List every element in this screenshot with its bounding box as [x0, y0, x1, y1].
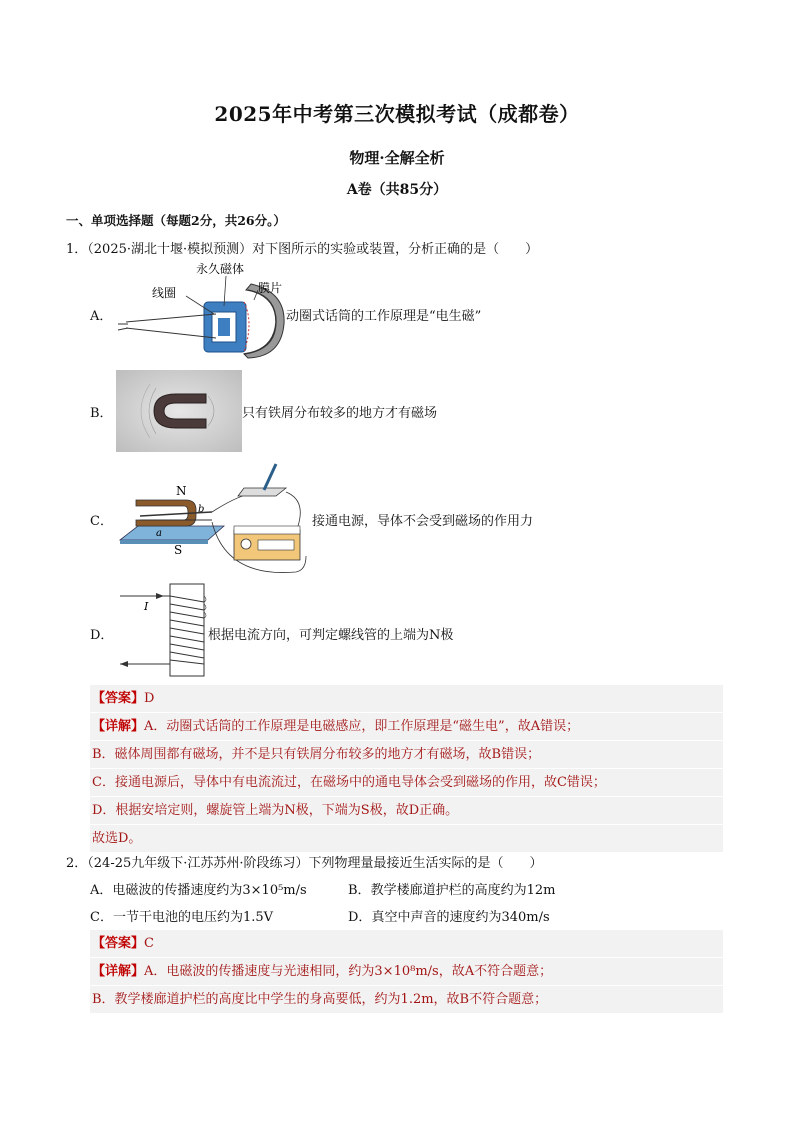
q1-answer-line: [90, 685, 723, 713]
q2-stem: 2．（24-25九年级下·江苏苏州·阶段练习）下列物理量最接近生活实际的是（ ）: [66, 856, 543, 871]
q2-detail-line-1: [90, 958, 723, 986]
q2-detail-text-1: A．电磁波的传播速度与光速相同，约为3×10⁸m/s，故A不符合题意；: [144, 964, 553, 979]
q2-option-b: [348, 879, 555, 898]
q2-answer-line: [90, 930, 723, 958]
q1-option-b-text: 只有铁屑分布较多的地方才有磁场: [242, 406, 438, 421]
q2-option-a-text: 电磁波的传播速度约为3×10⁵m/s: [112, 883, 307, 898]
q2-option-c: [90, 906, 273, 925]
page-title: 2025年中考第三次模拟考试（成都卷）: [214, 102, 580, 126]
q1-option-c-text: 接通电源，导体不会受到磁场的作用力: [312, 514, 534, 529]
q2-option-b-letter: B．: [348, 883, 371, 898]
q1-detail-line-2: B．磁体周围都有磁场，并不是只有铁屑分布较多的地方才有磁场，故B错误；: [90, 741, 723, 769]
label-permanent-magnet: 永久磁体: [196, 262, 245, 276]
q1-option-b-letter: B．: [90, 406, 113, 421]
q1-stem: 1．（2025·湖北十堰·模拟预测）对下图所示的实验或装置，分析正确的是（ ）: [66, 242, 539, 257]
microphone-figure: [116, 262, 286, 362]
q1-answer-block: [90, 685, 723, 853]
label-b: b: [198, 504, 205, 515]
q1-detail-text-1: A．动圈式话筒的工作原理是电磁感应，即工作原理是“磁生电”，故A错误；: [144, 719, 580, 734]
q2-option-d-text: 真空中声音的速度约为340m/s: [371, 910, 550, 925]
q1-option-d-text: 根据电流方向，可判定螺线管的上端为N极: [208, 628, 454, 643]
label-diaphragm: 膜片: [258, 281, 283, 295]
q1-detail-line-3: C．接通电源后，导体中有电流流过，在磁场中的通电导体会受到磁场的作用，故C错误；: [90, 769, 723, 797]
q1-answer-value: D: [144, 691, 155, 706]
page-subtitle: 物理·全解全析: [349, 149, 445, 167]
answer-tag: 【答案】: [92, 936, 145, 951]
q1-option-c-letter: C．: [90, 514, 113, 529]
q1-detail-line-4: D．根据安培定则，螺旋管上端为N极，下端为S极，故D正确。: [90, 797, 723, 825]
section-a-heading: A卷（共85分）: [346, 182, 448, 198]
q2-option-b-text: 教学楼廊道护栏的高度约为12m: [370, 883, 556, 898]
q1-detail-line-1: [90, 713, 723, 741]
q1-detail-line-5: 故选D。: [90, 825, 723, 853]
label-s-pole: S: [174, 543, 183, 557]
q2-option-d: [348, 906, 550, 925]
iron-filings-photo: [116, 370, 242, 452]
q2-option-c-text: 一节干电池的电压约为1.5V: [112, 910, 274, 925]
q2-answer-value: C: [144, 936, 154, 951]
q1-option-d-letter: D．: [90, 628, 114, 643]
label-a: a: [156, 528, 162, 539]
label-coil: 线圈: [152, 286, 177, 300]
q2-option-a: [90, 879, 307, 898]
section1-heading: 一、单项选择题（每题2分，共26分。）: [66, 213, 286, 228]
answer-tag: 【答案】: [92, 691, 145, 706]
q2-answer-block: [90, 930, 723, 1014]
detail-tag: 【详解】: [92, 964, 145, 979]
q2-detail-line-2: B．教学楼廊道护栏的高度比中学生的身高要低，约为1.2m，故B不符合题意；: [90, 986, 723, 1014]
label-current-i: I: [144, 600, 149, 613]
q2-option-a-letter: A．: [90, 883, 113, 898]
motor-experiment-figure: [116, 460, 312, 578]
label-n-pole: N: [176, 484, 187, 498]
q2-option-c-letter: C．: [90, 910, 113, 925]
q1-option-a-text: 动圈式话筒的工作原理是“电生磁”: [286, 309, 482, 324]
q1-option-a-letter: A．: [90, 309, 113, 324]
q2-option-d-letter: D．: [348, 910, 372, 925]
detail-tag: 【详解】: [92, 719, 145, 734]
solenoid-figure: [116, 582, 208, 678]
